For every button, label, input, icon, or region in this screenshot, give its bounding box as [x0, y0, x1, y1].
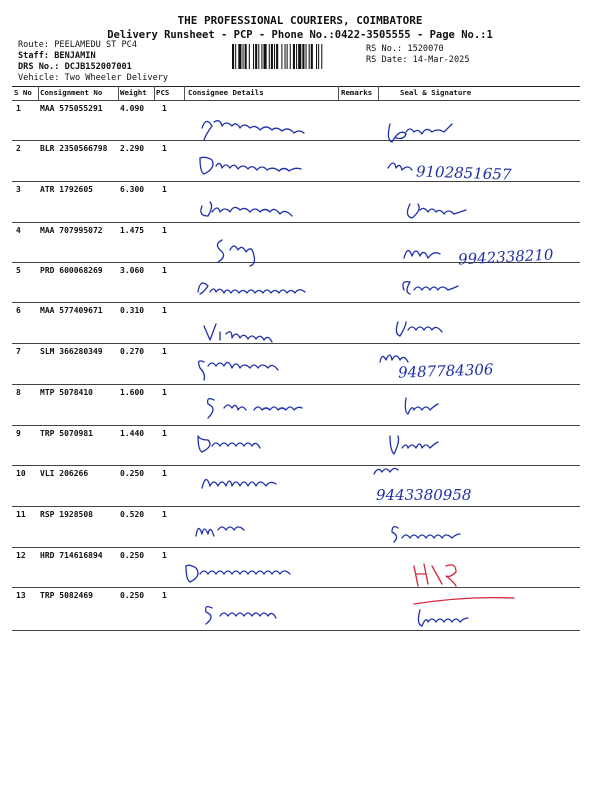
cell-pcs: 1: [162, 185, 167, 194]
signature: [390, 436, 438, 454]
signature: [388, 163, 412, 170]
handwritten-stamp: [414, 564, 456, 586]
cell-sno: 8: [16, 388, 21, 397]
cell-consignment: PRD 600068269: [40, 266, 103, 275]
cell-weight: 6.300: [120, 185, 145, 194]
handwritten-phone: 9487784306: [397, 360, 494, 382]
col-seal-header: Seal & Signature: [400, 88, 472, 97]
cell-weight: 1.475: [120, 226, 145, 235]
cell-pcs: 1: [162, 510, 167, 519]
cell-consignment: MTP 5078410: [40, 388, 93, 397]
handwritten-phone: 9443380958: [376, 486, 472, 504]
cell-sno: 1: [16, 104, 21, 113]
rs-date-label: RS Date:: [366, 55, 408, 65]
rs-no-value: 1520070: [407, 44, 444, 54]
handwritten-name: [206, 607, 276, 624]
col-weight-header: Weight: [120, 88, 147, 97]
cell-pcs: 1: [162, 104, 167, 113]
cell-weight: 0.250: [120, 469, 145, 478]
signature: [418, 610, 468, 626]
cell-pcs: 1: [162, 266, 167, 275]
signature: [404, 250, 440, 258]
cell-consignment: TRP 5082469: [40, 591, 93, 600]
drs-label: DRS No.:: [18, 62, 60, 72]
cell-sno: 11: [16, 510, 26, 519]
cell-sno: 2: [16, 144, 21, 153]
handwritten-name: [202, 121, 304, 140]
rs-date-value: 14-Mar-2025: [412, 55, 470, 65]
cell-pcs: 1: [162, 388, 167, 397]
handwritten-name: [208, 399, 302, 418]
signature: [405, 398, 438, 414]
cell-weight: 0.310: [120, 306, 145, 315]
handwritten-name: [198, 283, 305, 294]
cell-pcs: 1: [162, 429, 167, 438]
route-label: Route:: [18, 40, 50, 50]
cell-consignment: HRD 714616894: [40, 551, 103, 560]
cell-consignment: MAA 575055291: [40, 104, 103, 113]
rs-no-label: RS No.:: [366, 44, 403, 54]
signature: [380, 355, 408, 362]
cell-weight: 1.440: [120, 429, 145, 438]
cell-pcs: 1: [162, 591, 167, 600]
cell-weight: 0.250: [120, 591, 145, 600]
cell-weight: 1.600: [120, 388, 145, 397]
cell-sno: 12: [16, 551, 26, 560]
cell-consignment: BLR 2350566798: [40, 144, 108, 153]
cell-pcs: 1: [162, 347, 167, 356]
cell-weight: 4.090: [120, 104, 145, 113]
cell-sno: 10: [16, 469, 26, 478]
staff-label: Staff:: [18, 51, 50, 61]
cell-sno: 5: [16, 266, 21, 275]
route-value: PEELAMEDU ST PC4: [54, 40, 138, 50]
handwritten-name: [204, 324, 272, 342]
cell-sno: 7: [16, 347, 21, 356]
cell-sno: 4: [16, 226, 21, 235]
cell-sno: 6: [16, 306, 21, 315]
signature: [403, 282, 458, 294]
signature: [407, 204, 466, 218]
col-pcs-header: PCS: [156, 88, 170, 97]
cell-sno: 3: [16, 185, 21, 194]
handwritten-name: [196, 527, 244, 536]
cell-pcs: 1: [162, 144, 167, 153]
cell-pcs: 1: [162, 469, 167, 478]
cell-pcs: 1: [162, 226, 167, 235]
cell-sno: 9: [16, 429, 21, 438]
signature: [392, 527, 460, 542]
col-consignment-header: Consignment No: [40, 88, 103, 97]
vehicle-label: Vehicle:: [18, 73, 60, 83]
handwritten-name: [200, 157, 301, 174]
cell-sno: 13: [16, 591, 26, 600]
cell-consignment: SLM 366280349: [40, 347, 103, 356]
cell-consignment: MAA 577409671: [40, 306, 103, 315]
cell-weight: 0.520: [120, 510, 145, 519]
cell-pcs: 1: [162, 551, 167, 560]
handwritten-name: [217, 240, 254, 266]
cell-consignment: RSP 1928508: [40, 510, 93, 519]
cell-consignment: MAA 707995072: [40, 226, 103, 235]
handwritten-name: [198, 436, 260, 452]
handwritten-name: [202, 479, 276, 488]
handwritten-phone: 9942338210: [457, 245, 554, 269]
signature: [388, 124, 452, 142]
cell-consignment: TRP 5070981: [40, 429, 93, 438]
staff-value: BENJAMIN: [54, 51, 96, 61]
col-remarks-header: Remarks: [341, 88, 373, 97]
runsheet-subtitle: Delivery Runsheet - PCP - Phone No.:0422-3505555 - Page No.:1: [107, 29, 493, 41]
cell-pcs: 1: [162, 306, 167, 315]
signature: [374, 468, 398, 474]
col-consignee-header: Consignee Details: [188, 88, 264, 97]
handwritten-name: [186, 565, 290, 582]
cell-weight: 0.250: [120, 551, 145, 560]
cell-consignment: VLI 206266: [40, 469, 89, 478]
cell-weight: 0.270: [120, 347, 145, 356]
col-sno-header: S No: [14, 88, 32, 97]
cell-consignment: ATR 1792605: [40, 185, 93, 194]
cell-weight: 2.290: [120, 144, 145, 153]
handwritten-name: [201, 202, 292, 216]
signature: [396, 322, 442, 336]
drs-value: DCJB152007001: [64, 62, 132, 72]
divider-stroke: [414, 598, 514, 604]
handwritten-phone: 9102851657: [415, 162, 512, 184]
cell-weight: 3.060: [120, 266, 145, 275]
company-title: THE PROFESSIONAL COURIERS, COIMBATORE: [177, 14, 423, 27]
handwritten-name: [199, 361, 278, 380]
vehicle-value: Two Wheeler Delivery: [64, 73, 169, 83]
